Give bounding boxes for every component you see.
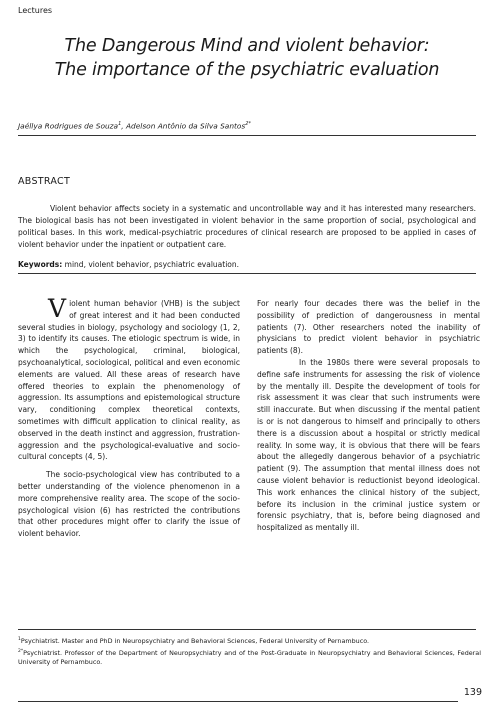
left-paragraph-1 (18, 294, 240, 463)
footnote-2-text: Psychiatrist. Professor of the Department of Neuropsychiatry and of the Post-Graduate in Neuropsychiatry and Behavioral Sciences, Federal University of Pernambuco. (18, 648, 481, 667)
abstract-rule (18, 273, 476, 274)
drop-cap: V (48, 294, 67, 323)
abstract-heading: ABSTRACT (18, 176, 71, 187)
author-separator: , (121, 121, 126, 131)
footnote-2-mark: 2* (18, 648, 24, 654)
left-paragraph-1-text: iolent human behavior (VHB) is the subject of great interest and it had been conducted several studies in biology, psychology and sociology (1, 2, 3) to identify its causes. The etiologic spectrum is wide, in which the psychological, criminal, biological, psychoanalytical, sociological, political and even economic elements are valued. All these areas of research have offered theories to explain the phenomenology of aggression. Its assumptions and epistemological structure vary, conditioning complex theoretical contexts, sometimes with difficult application to clinical reality, as observed in the death instinct and aggression, frustration-aggression and the psychological-evaluative and socio-cultural concepts (4, 5). (18, 299, 240, 462)
title-line-2: The importance of the psychiatric evaluation (54, 60, 440, 80)
footnote-1 (18, 635, 481, 647)
authors-rule (18, 135, 476, 136)
abstract-text: Violent behavior affects society in a systematic and uncontrollable way and it has interested many researchers. The biological basis has not been investigated in violent behavior in the same proportion of social, psychological and political bases. In this work, medical-psychiatric procedures of clinical research are proposed to be applied in cases of violent behavior under the inpatient or outpatient care. (18, 204, 476, 249)
footnote-1-mark: 1 (18, 637, 21, 642)
author-1: Jaéllya Rodrigues de Souza (18, 121, 119, 131)
author-2-mark: 2* (245, 121, 251, 127)
author-2: Adelson Antônio da Silva Santos (125, 121, 246, 131)
footnote-2 (18, 647, 481, 668)
article-title (0, 34, 494, 82)
footnote-1-text: Psychiatrist. Master and PhD in Neuropsychiatry and Behavioral Sciences, Federal University of Pernambuco. (20, 637, 370, 646)
left-paragraph-2: The socio-psychological view has contributed to a better understanding of the violence phenomenon in a more comprehensive reality area. The scope of the socio-psychological vision (6) has restricted the contributions that other procedures might offer to clarify the issue of violent behavior. (18, 470, 240, 539)
page-number: 139 (463, 687, 482, 698)
body-column-left (18, 294, 240, 540)
body-column-right (257, 298, 480, 534)
author-1-mark: 1 (118, 121, 122, 127)
keywords-text: mind, violent behavior, psychiatric evaluation. (62, 260, 240, 269)
right-paragraph-1: For nearly four decades there was the belief in the possibility of prediction of dangerousness in mental patients (7). Other researchers noted the inability of physicians to predict violent behavior in psychiatric patients (8). (257, 299, 480, 356)
footnote-rule (18, 629, 476, 630)
keywords-line (18, 259, 239, 271)
page-bottom-rule (18, 701, 458, 702)
footnotes (18, 635, 481, 668)
author-list (18, 121, 251, 130)
right-paragraph-2: In the 1980s there were several proposals to define safe instruments for assessing the risk of violence by the mentally ill. Despite the development of tools for risk assessment it was clear that such instruments were still inaccurate. But when discussing if the mental patient is or is not dangerous to himself and principally to others there is a discussion about a hospital or strictly medical reality. In some way, it is obvious that there will be fears about the allegedly dangerous behavior of a psychiatric patient (9). The assumption that mental illness does not cause violent behavior is reductionist beyond ideological. This work enhances the clinical history of the subject, before its inclusion in the criminal justice system or forensic psychiatry, that is, before being diagnosed and hospitalized as mentally ill. (257, 357, 480, 533)
title-line-1: The Dangerous Mind and violent behavior: (64, 36, 430, 56)
keywords-label: Keywords: (18, 260, 63, 269)
abstract-body (18, 203, 476, 251)
section-label: Lectures (18, 6, 53, 15)
